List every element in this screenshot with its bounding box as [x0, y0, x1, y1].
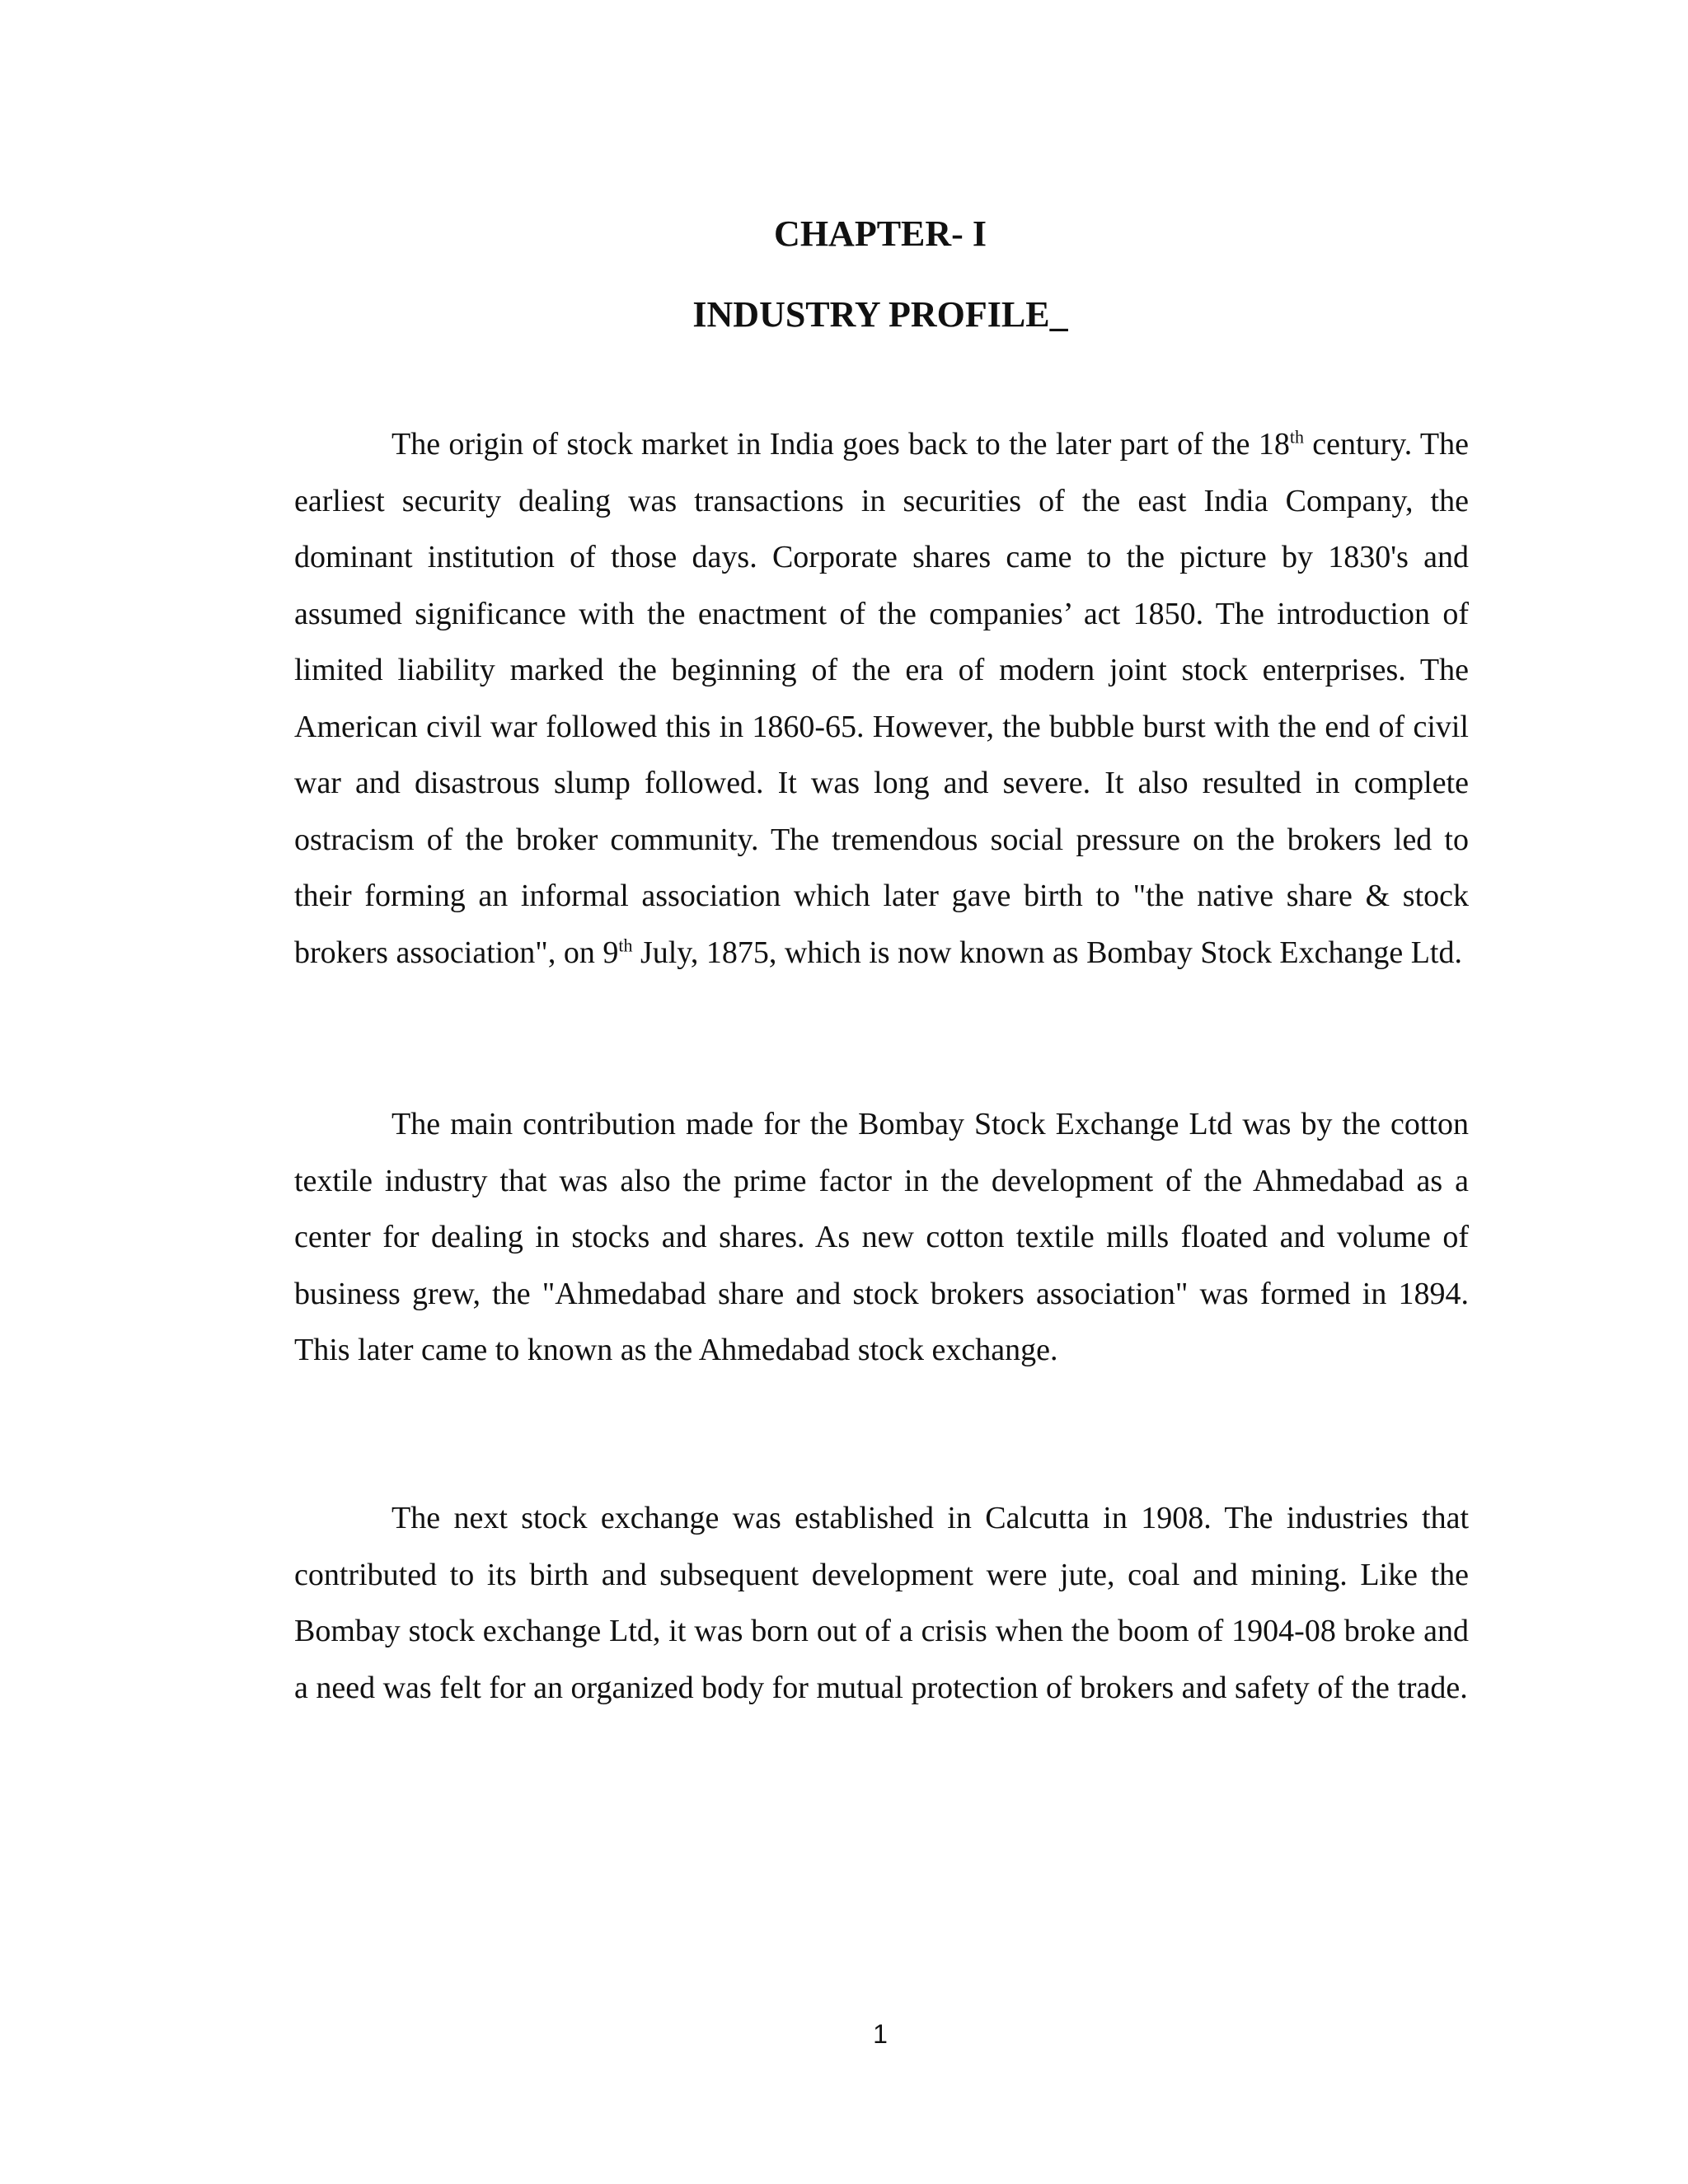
ordinal-suffix: th	[1289, 426, 1304, 448]
paragraph-calcutta-text: The next stock exchange was established in Calcutta in 1908. The industries that contributed to its birth and subsequent development were jute, coal and mining. Like the Bombay stock exchange Ltd, it was born out of a crisis when the boom of 1904-08 broke and a need was felt for an organized body for mutual protection of brokers and safety of the trade.	[294, 1501, 1469, 1705]
paragraph-origin-text-c: July, 1875, which is now known as Bombay Stock Exchange Ltd.	[632, 935, 1462, 970]
section-title-underscore: _	[1049, 294, 1068, 335]
section-title-text: INDUSTRY PROFILE	[692, 294, 1050, 335]
section-title	[0, 293, 1688, 337]
chapter-title-text: CHAPTER- I	[774, 213, 987, 254]
chapter-title	[0, 212, 1688, 256]
paragraph-origin-text-a: The origin of stock market in India goes back to the later part of the 18	[392, 427, 1290, 462]
paragraph-origin	[294, 416, 1469, 981]
ordinal-suffix: th	[618, 934, 633, 955]
paragraph-ahmedabad	[294, 1096, 1469, 1379]
paragraph-ahmedabad-text: The main contribution made for the Bombay Stock Exchange Ltd was by the cotton textile industry that was also the prime factor in the development of the Ahmedabad as a center for dealing in stocks and shares. As new cotton textile mills floated and volume of business grew, the "Ahmedabad share and stock brokers association" was formed in 1894. This later came to known as the Ahmedabad stock exchange.	[294, 1107, 1469, 1367]
page-number: 1	[873, 2019, 888, 2049]
paragraph-calcutta	[294, 1490, 1469, 1716]
paragraph-origin-text-b: century. The earliest security dealing was transactions in securities of the east India Company, the dominant institution of those days. Corporate shares came to the picture by 1830's and assumed significance with the enactment of the companies’ act 1850. The introduction of limited liability marked the beginning of the era of modern joint stock enterprises. The American civil war followed this in 1860-65. However, the bubble burst with the end of civil war and disastrous slump followed. It was long and severe. It also resulted in complete ostracism of the broker community. The tremendous social pressure on the brokers led to their forming an informal association which later gave birth to "the native share & stock brokers association", on 9	[294, 427, 1469, 970]
